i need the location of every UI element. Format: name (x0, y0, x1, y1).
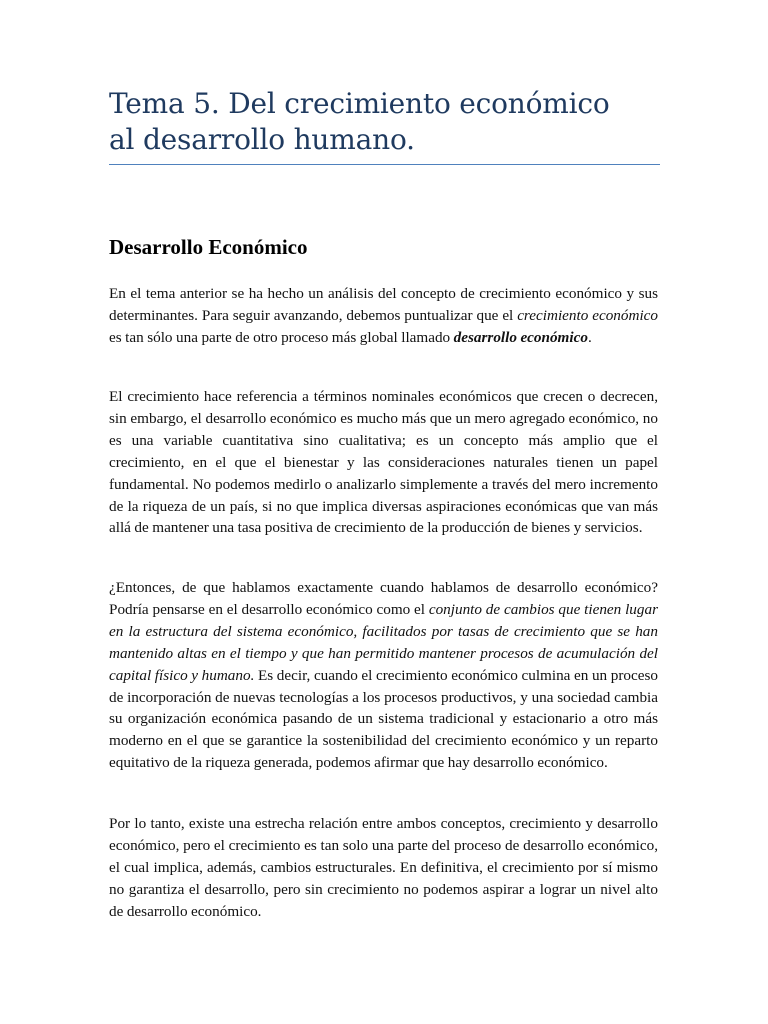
paragraph-4 (109, 813, 658, 923)
paragraph-2-run-1: El crecimiento hace referencia a términos nominales económicos que crecen o decrecen, sin embargo, el desarrollo económico es mucho más que un mero agregado económico, no es una variable cuantitativa sino cualitativa; es un concepto más amplio que el crecimiento, en el que el bienestar y las consideraciones naturales tienen un papel fundamental. No podemos medirlo o analizarlo simplemente a través del mero incremento de la riqueza de un país, si no que implica diversas aspiraciones económicas que van más allá de mantener una tasa positiva de crecimiento de la producción de bienes y servicios. (109, 388, 658, 537)
paragraph-1-run-1: En el tema anterior se ha hecho un análisis del concepto de crecimiento económico y sus determinantes. Para seguir avanzando, debemos puntualizar que el (109, 285, 658, 324)
paragraph-2 (109, 386, 658, 539)
paragraph-3-run-1: ¿Entonces, de que hablamos exactamente cuando hablamos de desarrollo económico? Podría pensarse en el desarrollo económico como el (109, 579, 658, 618)
paragraph-1-run-2: crecimiento económico (517, 306, 658, 324)
paragraph-3 (109, 577, 658, 774)
paragraph-4-run-1: Por lo tanto, existe una estrecha relación entre ambos conceptos, crecimiento y desarrollo económico, pero el crecimiento es tan solo una parte del proceso de desarrollo económico, el cual implica, además, cambios estructurales. En definitiva, el crecimiento por sí mismo no garantiza el desarrollo, pero sin crecimiento no podemos aspirar a lograr un nivel alto de desarrollo económico. (109, 815, 658, 920)
paragraph-3-run-2: conjunto de cambios que tienen lugar en la estructura del sistema económico, facilitados por tasas de crecimiento que se han mantenido altas en el tiempo y que han permitido mantener procesos de acumulación del capital físico y humano. (109, 600, 658, 684)
paragraph-1 (109, 283, 658, 349)
paragraph-1-run-3: es tan sólo una parte de otro proceso más global llamado (109, 328, 454, 346)
page-title (109, 86, 669, 158)
paragraph-3-run-3: Es decir, cuando el crecimiento económico culmina en un proceso de incorporación de nuevas tecnologías a los procesos productivos, y una sociedad cambia su organización económica pasando de un sistema tradicional y estacionario a otro más moderno en el que se garantice la sostenibilidad del crecimiento económico y un reparto equitativo de la riqueza generada, podemos afirmar que hay desarrollo económico. (109, 666, 658, 772)
page-title-line-2: al desarrollo humano. (109, 123, 415, 156)
paragraph-1-run-5: . (587, 328, 592, 346)
title-divider (109, 164, 660, 165)
paragraph-1-run-4: desarrollo económico (453, 328, 588, 346)
page-title-line-1: Tema 5. Del crecimiento económico (109, 87, 610, 120)
section-heading: Desarrollo Económico (109, 235, 308, 259)
